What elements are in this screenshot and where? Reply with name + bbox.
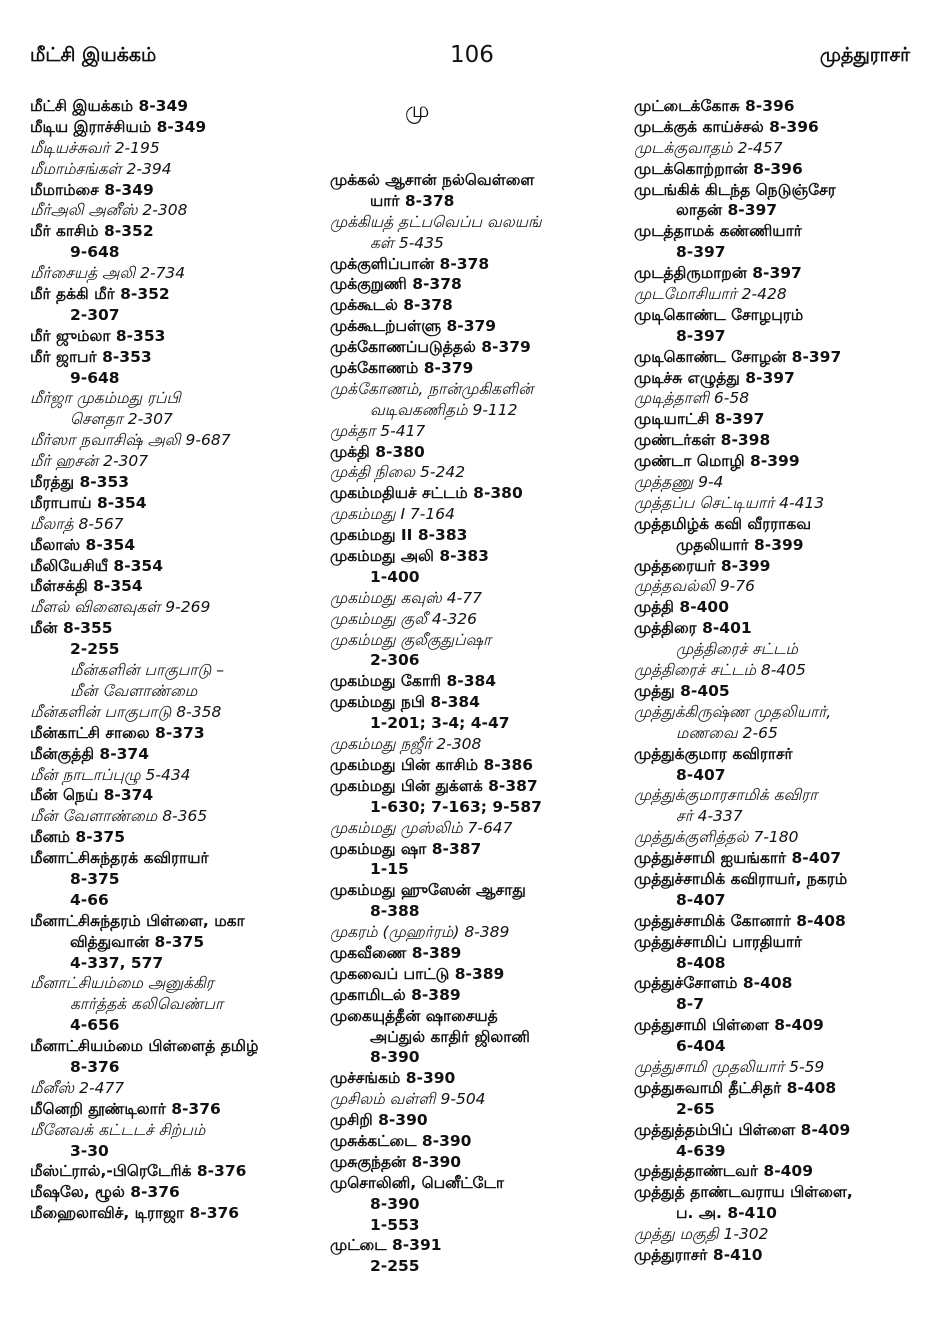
index-entry: 8-375 (70, 869, 120, 888)
index-entry: முண்டர்கள் 8-398 (634, 431, 771, 450)
index-entry: முகம்மது I 7-164 (330, 505, 455, 524)
index-entry: முக்கோணம் 8-379 (330, 359, 474, 378)
index-entry: 9-648 (70, 368, 120, 387)
index-entry: முக்கூடல் 8-378 (330, 296, 453, 315)
index-entry: மணவை 2-65 (676, 723, 778, 742)
index-entry: முத்துத் தாண்டவராய பிள்ளை, (634, 1183, 853, 1202)
index-entry: முத்து 8-405 (634, 681, 730, 700)
index-entry: முக்குறுணி 8-378 (330, 275, 462, 294)
index-entry: மீலாத் 8-567 (30, 514, 124, 533)
index-entry: முகம்மது குலீகுதுப்ஷா (330, 630, 492, 649)
index-entry: 8-397 (676, 243, 726, 262)
index-entry: முகம்மது நபி 8-384 (330, 693, 480, 712)
index-entry: முடித்தாளி 6-58 (634, 389, 750, 408)
index-entry: முடத்தாமக் கண்ணியார் (634, 222, 802, 241)
index-entry: முத்துசாமி முதலியார் 5-59 (634, 1057, 825, 1076)
index-entry: 1-553 (370, 1215, 420, 1234)
index-entry: முத்து மகுதி 1-302 (634, 1225, 769, 1244)
index-entry: மீனாட்சிசுந்தரக் கவிராயர் (30, 849, 209, 868)
index-entry: முத்துச்சாமிக் கோனார் 8-408 (634, 911, 846, 930)
index-entry: சர் 4-337 (676, 807, 743, 826)
index-entry: முடமோசியார் 2-428 (634, 285, 787, 304)
index-entry: 4-656 (70, 1016, 120, 1035)
index-entry: முக்கல் ஆசான் நல்வெள்ளை (330, 171, 535, 189)
index-entry: முகவைப் பாட்டு 8-389 (330, 964, 505, 983)
index-entry: முகம்மது குலீ 4-326 (330, 609, 477, 628)
index-entry: 8-376 (70, 1057, 120, 1076)
index-entry: மீட்சி இயக்கம் 8-349 (30, 97, 189, 115)
index-entry: முத்தவல்லி 9-76 (634, 577, 755, 596)
index-entry: யார் 8-378 (370, 191, 455, 210)
index-entry: முகம்மது II 8-383 (330, 526, 468, 545)
index-entry: முகம்மது பின் துக்ளக் 8-387 (330, 776, 538, 795)
index-entry: முக்தா 5-417 (330, 421, 426, 440)
index-entry: முத்தப்ப செட்டியார் 4-413 (634, 493, 825, 512)
index-entry: 2-307 (70, 305, 120, 324)
index-entry: முத்துச்சாமி ஐயங்கார் 8-407 (634, 849, 842, 868)
index-entry: அப்துல் காதிர் ஜிலானி (370, 1027, 530, 1046)
index-entry: மீமாம்சை 8-349 (30, 180, 154, 199)
index-entry: முக்தி நிலை 5-242 (330, 463, 466, 482)
index-entry: மீஸ்ட்ரால்,-பிரெடேரிக் 8-376 (30, 1162, 247, 1181)
index-entry: முத்தி 8-400 (634, 598, 729, 617)
index-entry: முடிகொண்ட சோழன் 8-397 (634, 347, 842, 366)
index-entry: முத்துத்தம்பிப் பிள்ளை 8-409 (634, 1120, 851, 1139)
index-entry: முசிறி 8-390 (330, 1111, 428, 1130)
index-entry: முட்டை 8-391 (330, 1236, 442, 1255)
index-entry: முத்துக்குமார கவிராசர் (634, 744, 793, 763)
index-entry: மீன் நாடாப்புழு 5-434 (30, 765, 191, 784)
index-entry: மீர் காசிம் 8-352 (30, 222, 154, 241)
index-entry: மீர்அலி அனீஸ் 2-308 (30, 201, 188, 220)
index-entry: 1-15 (370, 860, 409, 879)
index-entry: முத்துராசர் 8-410 (634, 1245, 763, 1264)
index-entry: மீன்காட்சி சாலை 8-373 (30, 723, 205, 742)
index-entry: மீமாம்சங்கள் 2-394 (30, 159, 172, 178)
index-entry: முக்குளிப்பான் 8-378 (330, 254, 490, 273)
index-entry: மீன் நெய் 8-374 (30, 786, 154, 805)
index-entry: 8-388 (370, 902, 420, 921)
index-entry: 8-390 (370, 1048, 420, 1067)
index-entry: மீஹைலாவிச், டிராஜா 8-376 (30, 1204, 240, 1223)
index-entry: 8-7 (676, 995, 705, 1014)
index-entry: முடக்குவாதம் 2-457 (634, 138, 783, 157)
index-entry: மீர் ஹசன் 2-307 (30, 452, 149, 471)
index-entry: 8-407 (676, 765, 726, 784)
index-entry: ப. அ. 8-410 (676, 1204, 777, 1223)
index-entry: 1-630; 7-163; 9-587 (370, 797, 542, 816)
index-entry: முச்சங்கம் 8-390 (330, 1069, 456, 1088)
index-column-1 (30, 96, 320, 1224)
index-entry: மீர் தக்கி மீர் 8-352 (30, 285, 170, 304)
index-entry: முண்டா மொழி 8-399 (634, 452, 800, 471)
index-entry: முடிச்சு எழுத்து 8-397 (634, 368, 795, 387)
index-entry: முகம்மது ஷா 8-387 (330, 839, 482, 858)
index-entry: மீனீஸ் 2-477 (30, 1078, 125, 1097)
index-entry: முகம்மது ஹுஸேன் ஆசாது (330, 881, 526, 900)
index-entry: வடிவகணிதம் 9-112 (370, 400, 518, 419)
index-entry: முத்துசுவாமி தீட்சிதர் 8-408 (634, 1078, 837, 1097)
index-entry: மீர்சையத் அலி 2-734 (30, 264, 186, 283)
index-entry: முக்கோணப்படுத்தல் 8-379 (330, 338, 531, 357)
index-entry: முசொலினி, பெனீட்டோ (330, 1173, 504, 1192)
index-entry: 8-390 (370, 1194, 420, 1213)
index-entry: முடத்திருமாறன் 8-397 (634, 264, 802, 283)
index-entry: முக்கோணம், நான்முகிகளின் (330, 379, 534, 398)
index-entry: முத்தணு 9-4 (634, 473, 724, 492)
index-entry: 2-65 (676, 1099, 715, 1118)
index-entry: முசுகுந்தன் 8-390 (330, 1152, 462, 1171)
index-entry: லாதன் 8-397 (676, 201, 778, 220)
index-entry: மீன் 8-355 (30, 619, 113, 638)
index-entry: முடிகொண்ட சோழபுரம் (634, 305, 804, 324)
index-entry: 4-639 (676, 1141, 726, 1160)
index-entry: மீனாட்சிசுந்தரம் பிள்ளை, மகா (30, 911, 245, 930)
index-entry: 3-30 (70, 1141, 109, 1160)
index-entry: 8-397 (676, 326, 726, 345)
index-entry: மீலியேசியீ 8-354 (30, 556, 163, 575)
index-entry: முத்தமிழ்க் கவி வீரராகவ (634, 514, 812, 533)
index-entry: மீலாஸ் 8-354 (30, 535, 136, 554)
index-entry: 8-407 (676, 890, 726, 909)
index-column-2 (330, 96, 630, 1277)
index-entry: மீஷலே, ழூல் 8-376 (30, 1183, 180, 1202)
index-entry: சௌதா 2-307 (70, 410, 173, 429)
index-entry: மீர் ஜாபர் 8-353 (30, 347, 152, 366)
index-entry: 9-648 (70, 243, 120, 262)
index-entry: 4-337, 577 (70, 953, 164, 972)
index-entry: 6-404 (676, 1037, 726, 1056)
index-entry: முகம்மது நஜீர் 2-308 (330, 735, 482, 754)
index-entry: முத்துச்சாமிக் கவிராயர், நகரம் (634, 869, 848, 888)
index-entry: மீனாட்சியம்மை பிள்ளைத் தமிழ் (30, 1037, 259, 1056)
index-column-2-entries (330, 170, 630, 1277)
index-entry: 2-306 (370, 651, 420, 670)
index-entry: மீர்ஜா முகம்மது ரப்பி (30, 389, 181, 408)
index-entry: முகம்மதியச் சட்டம் 8-380 (330, 484, 523, 503)
index-entry: முகாமிடல் 8-389 (330, 985, 461, 1004)
index-entry: முகரம் (முஹர்ரம்) 8-389 (330, 923, 510, 942)
index-entry: முட்டைக்கோசு 8-396 (634, 97, 795, 115)
index-entry: மீடிய இராச்சியம் 8-349 (30, 117, 207, 136)
index-entry: மீர்ஸா நவாசிஷ் அலி 9-687 (30, 431, 231, 450)
index-entry: 2-255 (70, 640, 120, 659)
index-entry: முத்துச்சாமிப் பாரதியார் (634, 932, 803, 951)
index-entry: முத்துக்குமாரசாமிக் கவிரா (634, 786, 818, 805)
index-entry: மீனாட்சியம்மை அனுக்கிர (30, 974, 214, 993)
index-entry: கள் 5-435 (370, 233, 444, 252)
index-entry: மீளல் வினைவுகள் 9-269 (30, 598, 211, 617)
index-entry: 2-255 (370, 1257, 420, 1276)
index-entry: 1-400 (370, 567, 420, 586)
index-entry: முகம்மது அலி 8-383 (330, 547, 489, 566)
index-entry: முடங்கிக் கிடந்த நெடுஞ்சேர (634, 180, 836, 199)
index-entry: முக்கூடற்பள்ளு 8-379 (330, 317, 497, 336)
index-entry: முத்தரையர் 8-399 (634, 556, 771, 575)
index-entry: முத்துக்குளித்தல் 7-180 (634, 828, 799, 847)
index-entry: முகவீணை 8-389 (330, 943, 462, 962)
index-entry: முடியாட்சி 8-397 (634, 410, 765, 429)
index-entry: முத்திரை 8-401 (634, 619, 752, 638)
index-entry: முடக்கொற்றான் 8-396 (634, 159, 803, 178)
index-entry: மீன் வேளாண்மை (70, 681, 198, 700)
index-entry: முத்துசாமி பிள்ளை 8-409 (634, 1016, 824, 1035)
index-entry: மீர் ஜும்லா 8-353 (30, 326, 166, 345)
index-entry: முகையுத்தீன் ஷாசையத் (330, 1006, 498, 1025)
page-number: 106 (450, 42, 494, 68)
section-letter: மு (405, 98, 430, 123)
index-entry: முக்கியத் தட்பவெப்ப வலயங் (330, 212, 542, 231)
index-entry: முக்தி 8-380 (330, 442, 425, 461)
index-entry: மீன்களின் பாகுபாடு – (70, 661, 225, 680)
index-entry: முகம்மது கவுஸ் 4-77 (330, 588, 482, 607)
index-entry: மீனேவக் கட்டடச் சிற்பம் (30, 1120, 206, 1139)
index-entry: மீன்களின் பாகுபாடு 8-358 (30, 702, 222, 721)
index-entry: மீரத்து 8-353 (30, 473, 130, 492)
index-entry: முத்திரைச் சட்டம் 8-405 (634, 661, 806, 680)
index-entry: கார்த்தக் கலிவெண்பா (70, 995, 224, 1014)
index-entry: மீன்குத்தி 8-374 (30, 744, 149, 763)
index-entry: மீன் வேளாண்மை 8-365 (30, 807, 208, 826)
index-entry: முகம்மது முஸ்லிம் 7-647 (330, 818, 513, 837)
index-entry: வித்துவான் 8-375 (70, 932, 205, 951)
index-entry: முடக்குக் காய்ச்சல் 8-396 (634, 117, 819, 136)
running-head-right: முத்துராசர் (819, 44, 910, 66)
running-head-left: மீட்சி இயக்கம் (30, 44, 157, 66)
index-entry: முகம்மது கோரி 8-384 (330, 672, 497, 691)
index-entry: மீனம் 8-375 (30, 828, 125, 847)
index-entry: மீடியச்சுவர் 2-195 (30, 138, 160, 157)
index-entry: முத்திரைச் சட்டம் (676, 640, 798, 659)
index-entry: முசிலம் வள்ளி 9-504 (330, 1090, 486, 1109)
index-entry: 4-66 (70, 890, 109, 909)
index-entry: முதலியார் 8-399 (676, 535, 804, 554)
index-entry: மீள்சக்தி 8-354 (30, 577, 143, 596)
index-entry: முகம்மது பின் காசிம் 8-386 (330, 755, 534, 774)
page-header (30, 44, 910, 74)
index-entry: முத்துச்சோளம் 8-408 (634, 974, 793, 993)
index-entry: முசுக்கட்டை 8-390 (330, 1131, 472, 1150)
index-column-3 (634, 96, 934, 1266)
index-entry: முத்துத்தாண்டவர் 8-409 (634, 1162, 813, 1181)
index-entry: 1-201; 3-4; 4-47 (370, 714, 510, 733)
index-entry: மீனெறி தூண்டிலார் 8-376 (30, 1099, 221, 1118)
index-entry: 8-408 (676, 953, 726, 972)
index-entry: மீராபாய் 8-354 (30, 493, 147, 512)
index-entry: முத்துக்கிருஷ்ண முதலியார், (634, 702, 832, 721)
